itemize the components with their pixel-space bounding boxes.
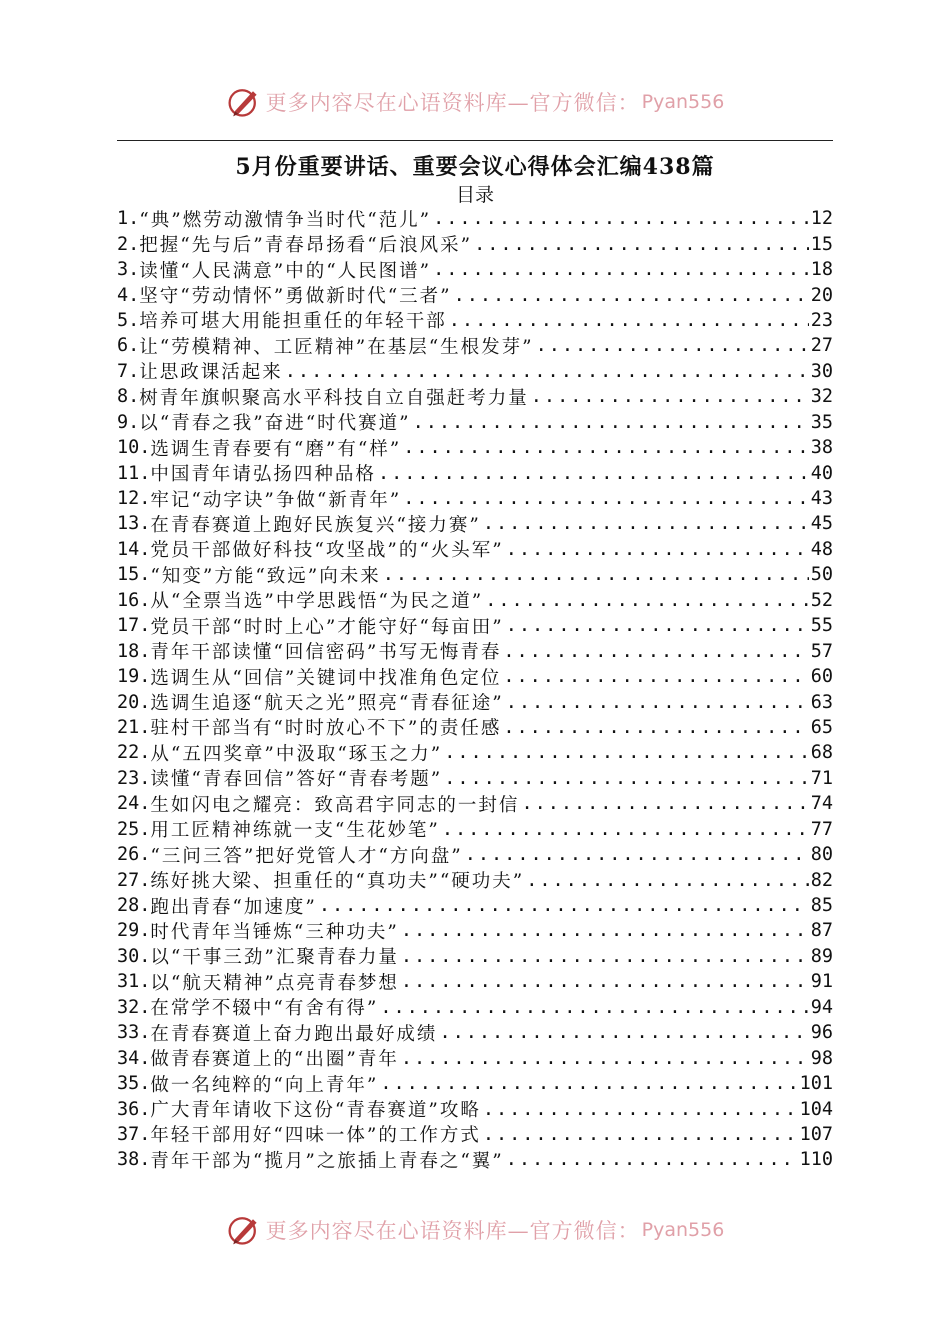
footer-banner [0,1210,950,1250]
toc-leader-dots [521,793,808,814]
toc-entry-page: 45 [810,513,833,535]
toc-leader-dots [401,946,809,967]
toc-leader-dots [526,870,808,891]
toc-leader-dots [442,819,809,840]
toc-entry-title: 从“五四奖章”中汲取“琢玉之力” [150,743,443,765]
toc-entry-page: 32 [810,386,833,408]
toc-entry[interactable] [117,511,833,536]
table-of-contents [117,206,833,1173]
toc-entry-number: 12. [117,488,151,510]
toc-leader-dots [503,641,808,662]
toc-entry-page: 40 [810,462,833,484]
toc-leader-dots [285,361,809,382]
toc-leader-dots [503,717,808,738]
toc-entry-title: 年轻干部用好“四味一体”的工作方式 [150,1125,481,1147]
toc-leader-dots [536,335,809,356]
pen-logo-icon [226,84,262,120]
toc-entry-page: 82 [810,869,833,891]
toc-entry-title: 让“劳模精神、工匠精神”在基层“生根发芽” [139,336,534,358]
toc-entry[interactable] [117,1045,833,1070]
toc-entry-page: 94 [810,996,833,1018]
toc-entry-number: 4. [117,284,140,306]
toc-entry-number: 18. [117,640,151,662]
toc-entry-title: 以“干事三劲”汇聚青春力量 [150,947,399,969]
toc-leader-dots [465,844,809,865]
toc-entry[interactable] [117,257,833,282]
header-rule [117,140,833,141]
toc-entry[interactable] [117,359,833,384]
toc-entry-title: “三问三答”把好党管人才“方向盘” [150,845,463,867]
toc-entry-number: 32. [117,996,151,1018]
header-banner-id: Pyan556 [641,91,725,113]
toc-entry-title: 青年干部为“揽月”之旅插上青春之“翼” [150,1150,504,1172]
toc-entry[interactable] [117,1096,833,1121]
toc-entry-number: 14. [117,538,151,560]
toc-entry-number: 34. [117,1047,151,1069]
toc-entry-number: 7. [117,360,140,382]
toc-entry-page: 55 [810,615,833,637]
toc-entry-page: 63 [810,691,833,713]
toc-entry[interactable] [117,893,833,918]
toc-entry[interactable] [117,638,833,663]
toc-entry-number: 30. [117,945,151,967]
footer-banner-id: Pyan556 [641,1219,725,1241]
header-banner [0,82,950,122]
toc-entry[interactable] [117,486,833,511]
toc-entry-page: 60 [810,666,833,688]
toc-entry-number: 8. [117,386,140,408]
toc-entry-number: 24. [117,793,151,815]
toc-entry-page: 104 [799,1098,833,1120]
toc-entry-page: 23 [810,309,833,331]
toc-entry[interactable] [117,842,833,867]
toc-entry-page: 71 [810,767,833,789]
toc-entry-page: 52 [810,589,833,611]
toc-entry[interactable] [117,1071,833,1096]
toc-entry-number: 25. [117,818,151,840]
toc-leader-dots [531,386,809,407]
toc-entry-title: 广大青年请收下这份“青春赛道”攻略 [150,1100,481,1122]
toc-heading: 目录 [455,184,494,206]
toc-entry[interactable] [117,435,833,460]
toc-entry[interactable] [117,206,833,231]
toc-entry-title: 培养可堪大用能担重任的年轻干部 [139,311,447,333]
toc-leader-dots [454,285,809,306]
toc-entry-number: 9. [117,411,140,433]
toc-leader-dots [439,1022,808,1043]
toc-entry-title: 选调生从“回信”关键词中找准角色定位 [150,667,502,689]
toc-entry-title: 以“青春之我”奋进“时代赛道” [139,413,411,435]
toc-leader-dots [433,208,809,229]
toc-entry[interactable] [117,588,833,613]
toc-entry-page: 110 [799,1149,833,1171]
toc-entry-title: 让思政课活起来 [139,362,283,384]
toc-leader-dots [401,1048,809,1069]
toc-entry-number: 16. [117,589,151,611]
toc-entry-number: 37. [117,1123,151,1145]
toc-entry-page: 77 [810,818,833,840]
toc-entry[interactable] [117,715,833,740]
toc-entry[interactable] [117,867,833,892]
toc-entry-number: 3. [117,259,140,281]
toc-entry[interactable] [117,308,833,333]
toc-entry-number: 27. [117,869,151,891]
toc-entry-title: 从“全票当选”中学思践悟“为民之道” [150,591,484,613]
toc-entry-title: 读懂“青春回信”答好“青春考题” [150,769,443,791]
toc-entry-number: 26. [117,844,151,866]
toc-entry-title: 用工匠精神练就一支“生花妙笔” [150,820,440,842]
toc-entry-number: 11. [117,462,151,484]
toc-entry-title: 生如闪电之耀亮：致高君宇同志的一封信 [150,794,520,816]
toc-leader-dots [485,590,808,611]
toc-entry-title: 把握“先与后”青春昂扬看“后浪风采” [139,235,473,257]
toc-entry-page: 35 [810,411,833,433]
toc-entry-number: 28. [117,895,151,917]
toc-entry[interactable] [117,664,833,689]
toc-leader-dots [503,666,808,687]
toc-entry-number: 33. [117,1022,151,1044]
toc-leader-dots [403,488,808,509]
toc-leader-dots [401,971,809,992]
toc-entry[interactable] [117,918,833,943]
toc-entry-title: 牢记“动字诀”争做“新青年” [150,489,402,511]
toc-entry[interactable] [117,1122,833,1147]
toc-entry[interactable] [117,410,833,435]
toc-entry-page: 27 [810,335,833,357]
toc-leader-dots [506,539,809,560]
toc-entry-number: 13. [117,513,151,535]
toc-entry-title: 树青年旗帜聚高水平科技自立自强赶考力量 [139,387,529,409]
toc-entry-number: 20. [117,691,151,713]
toc-entry-page: 96 [810,1022,833,1044]
toc-entry-page: 30 [810,360,833,382]
toc-entry[interactable] [117,969,833,994]
toc-leader-dots [403,437,808,458]
toc-leader-dots [378,463,809,484]
toc-entry[interactable] [117,791,833,816]
toc-entry-number: 5. [117,309,140,331]
toc-leader-dots [413,412,809,433]
toc-leader-dots [449,310,809,331]
toc-leader-dots [444,768,808,789]
toc-entry-title: 党员干部做好科技“攻坚战”的“火头军” [150,540,504,562]
toc-leader-dots [380,1073,797,1094]
toc-entry[interactable] [117,231,833,256]
toc-entry[interactable] [117,995,833,1020]
toc-entry-page: 98 [810,1047,833,1069]
toc-entry-number: 10. [117,437,151,459]
toc-entry-page: 89 [810,945,833,967]
toc-leader-dots [506,692,809,713]
toc-leader-dots [383,564,809,585]
toc-entry-page: 50 [810,564,833,586]
toc-entry-page: 57 [810,640,833,662]
toc-entry-page: 43 [810,488,833,510]
toc-entry-number: 29. [117,920,151,942]
toc-entry-number: 19. [117,666,151,688]
toc-entry-number: 21. [117,716,151,738]
toc-entry[interactable] [117,766,833,791]
toc-entry-title: 练好挑大梁、担重任的“真功夫”“硬功夫” [150,871,525,893]
toc-entry-title: 时代青年当锤炼“三种功夫” [150,921,399,943]
toc-entry-title: 中国青年请弘扬四种品格 [150,464,376,486]
toc-entry[interactable] [117,1147,833,1172]
toc-entry-number: 31. [117,971,151,993]
toc-entry-title: 做一名纯粹的“向上青年” [150,1074,379,1096]
toc-leader-dots [433,259,809,280]
toc-entry-title: 在青春赛道上跑好民族复兴“接力赛” [150,514,481,536]
toc-entry-title: 坚守“劳动情怀”勇做新时代“三者” [139,286,452,308]
toc-entry[interactable] [117,944,833,969]
toc-entry[interactable] [117,460,833,485]
toc-entry-page: 107 [799,1123,833,1145]
toc-entry-title: 跑出青春“加速度” [150,896,317,918]
toc-entry-number: 1. [117,208,140,230]
toc-leader-dots [444,742,808,763]
toc-entry[interactable] [117,537,833,562]
toc-entry[interactable] [117,333,833,358]
toc-entry-number: 15. [117,564,151,586]
toc-entry-page: 87 [810,920,833,942]
toc-entry-number: 22. [117,742,151,764]
toc-leader-dots [474,234,809,255]
toc-entry[interactable] [117,817,833,842]
toc-entry-page: 85 [810,895,833,917]
document-title: 5月份重要讲话、重要会议心得体会汇编438篇 [235,154,715,180]
toc-entry-title: “典”燃劳动激情争当时代“范儿” [139,209,432,231]
toc-leader-dots [401,920,809,941]
pen-logo-icon [226,1212,262,1248]
toc-entry-page: 80 [810,844,833,866]
toc-entry-title: 党员干部“时时上心”才能守好“每亩田” [150,616,504,638]
toc-entry-page: 68 [810,742,833,764]
toc-entry-page: 15 [810,233,833,255]
toc-entry-page: 18 [810,259,833,281]
toc-entry[interactable] [117,613,833,638]
toc-leader-dots [380,997,808,1018]
toc-entry-title: 在青春赛道上奋力跑出最好成绩 [150,1023,438,1045]
toc-entry-title: “知变”方能“致远”向未来 [150,565,381,587]
toc-entry[interactable] [117,1020,833,1045]
toc-entry-page: 48 [810,538,833,560]
toc-entry[interactable] [117,562,833,587]
toc-entry[interactable] [117,740,833,765]
toc-leader-dots [483,1099,798,1120]
toc-entry-page: 65 [810,716,833,738]
toc-entry-number: 23. [117,767,151,789]
toc-entry-title: 在常学不辍中“有舍有得” [150,998,379,1020]
footer-banner-text: 更多内容尽在心语资料库—官方微信： [265,1219,640,1243]
toc-entry-page: 12 [810,208,833,230]
toc-leader-dots [483,1124,798,1145]
toc-entry-number: 6. [117,335,140,357]
toc-entry-number: 36. [117,1098,151,1120]
toc-entry-number: 17. [117,615,151,637]
toc-entry-title: 驻村干部当有“时时放心不下”的责任感 [150,718,502,740]
toc-entry-title: 选调生青春要有“磨”有“样” [150,438,402,460]
toc-entry-number: 38. [117,1149,151,1171]
toc-entry-title: 读懂“人民满意”中的“人民图谱” [139,260,432,282]
toc-entry-title: 以“航天精神”点亮青春梦想 [150,972,399,994]
toc-entry-number: 2. [117,233,140,255]
toc-entry-title: 选调生追逐“航天之光”照亮“青春征途” [150,693,504,715]
toc-entry-number: 35. [117,1073,151,1095]
toc-entry[interactable] [117,384,833,409]
toc-entry[interactable] [117,282,833,307]
toc-leader-dots [319,895,809,916]
toc-entry-page: 20 [810,284,833,306]
toc-entry-title: 青年干部读懂“回信密码”书写无悔青春 [150,642,502,664]
toc-leader-dots [506,1149,798,1170]
header-banner-text: 更多内容尽在心语资料库—官方微信： [265,91,640,115]
toc-leader-dots [506,615,809,636]
toc-entry-page: 91 [810,971,833,993]
toc-entry-page: 38 [810,437,833,459]
toc-leader-dots [483,513,809,534]
toc-entry-page: 74 [810,793,833,815]
toc-entry-title: 做青春赛道上的“出圈”青年 [150,1049,399,1071]
toc-entry[interactable] [117,689,833,714]
toc-entry-page: 101 [799,1073,833,1095]
